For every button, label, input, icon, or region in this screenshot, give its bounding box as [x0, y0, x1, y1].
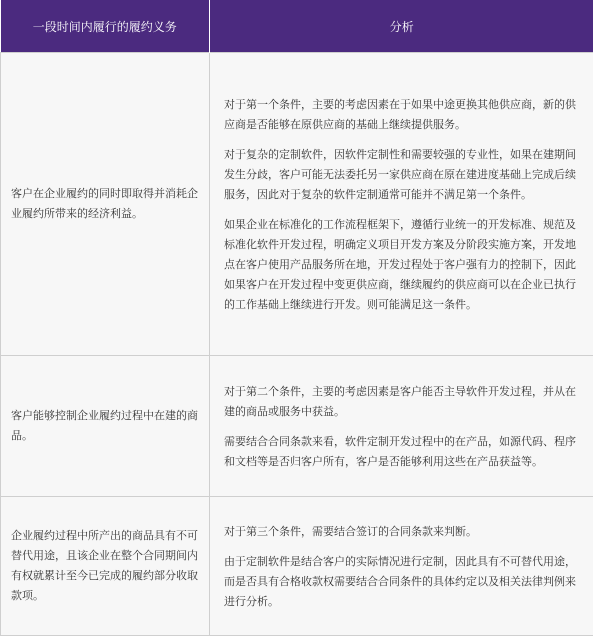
table-header: [1, 0, 593, 53]
header-row: [1, 0, 593, 53]
analysis-paragraph: 由于定制软件是结合客户的实际情况进行定制，因此具有不可替代用途，而是否具有合格收款权需要结合合同条件的具体约定以及相关法律判例来进行分析。: [224, 552, 583, 612]
obligation-cell: 客户在企业履约的同时即取得并消耗企业履约所带来的经济利益。: [1, 53, 210, 356]
obligation-cell: 客户能够控制企业履约过程中在建的商品。: [1, 356, 210, 497]
table-row: [1, 497, 593, 636]
analysis-cell: [210, 497, 593, 636]
header-analysis: 分析: [210, 0, 593, 53]
analysis-paragraph: 对于第一个条件，主要的考虑因素在于如果中途更换其他供应商，新的供应商是否能够在原供应商的基础上继续提供服务。: [224, 95, 583, 135]
analysis-paragraph: 对于第三个条件，需要结合签订的合同条款来判断。: [224, 522, 583, 542]
analysis-paragraph: 如果企业在标准化的工作流程框架下，遵循行业统一的开发标准、规范及标准化软件开发过程，明确定义项目开发方案及分阶段实施方案，开发地点在客户使用产品服务所在地，开发过程处于客户强有力的控制下，因此如果客户在开发过程中变更供应商，继续履约的供应商可以在企业已执行的工作基础上继续进行开发。则可能满足这一条件。: [224, 215, 583, 315]
obligation-cell: 企业履约过程中所产出的商品具有不可替代用途，且该企业在整个合同期间内有权就累计至今已完成的履约部分收取款项。: [1, 497, 210, 636]
table-row: [1, 53, 593, 356]
analysis-cell: [210, 356, 593, 497]
analysis-cell: [210, 53, 593, 356]
table-row: [1, 356, 593, 497]
table-body: [1, 53, 593, 636]
analysis-paragraph: 对于第二个条件，主要的考虑因素是客户能否主导软件开发过程，并从在建的商品或服务中获益。: [224, 382, 583, 422]
analysis-paragraph: 需要结合合同条款来看，软件定制开发过程中的在产品，如源代码、程序和文档等是否归客户所有，客户是否能够利用这些在产品获益等。: [224, 432, 583, 472]
analysis-paragraph: 对于复杂的定制软件，因软件定制性和需要较强的专业性，如果在建期间发生分歧，客户可能无法委托另一家供应商在原在建进度基础上完成后续服务，因此对于复杂的软件定制通常可能并不满足第一个条件。: [224, 145, 583, 205]
header-obligation: 一段时间内履行的履约义务: [1, 0, 210, 53]
